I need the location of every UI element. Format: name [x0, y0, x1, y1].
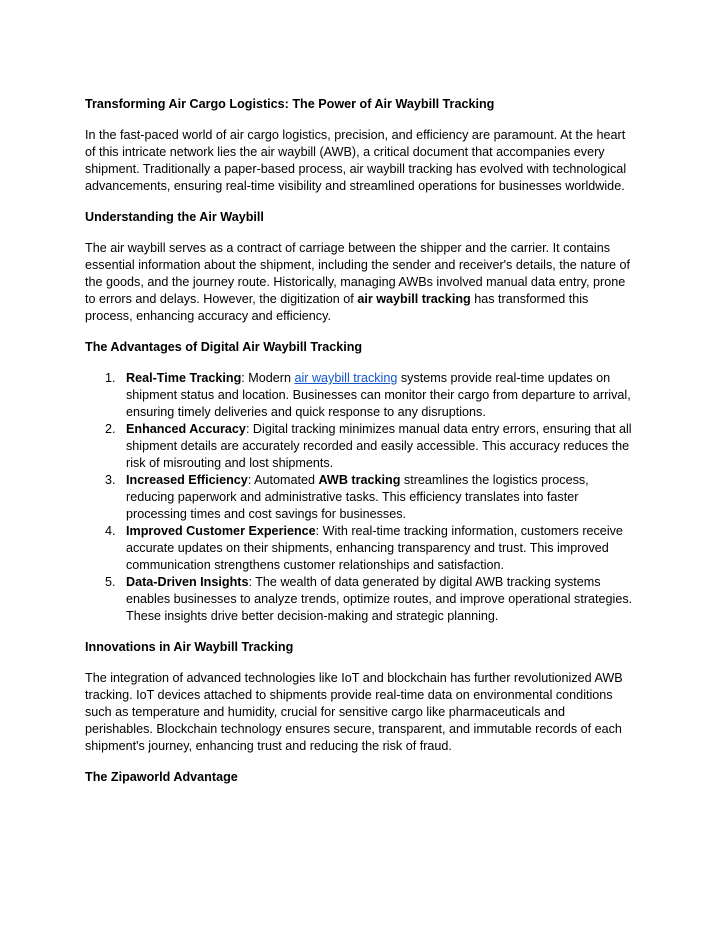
- section-heading-zipaworld: The Zipaworld Advantage: [85, 770, 238, 784]
- list-item-text: : Automated: [247, 473, 319, 487]
- understanding-paragraph: [85, 240, 633, 325]
- understanding-text-after: has transformed this process, enhancing accuracy and efficiency.: [85, 292, 589, 323]
- list-item-text: systems provide real-time updates on shipment status and location. Businesses can monitor their cargo from departure to arrival, ensuring timely deliveries and quick response to any disruptions.: [126, 371, 631, 419]
- intro-paragraph: In the fast-paced world of air cargo logistics, precision, and efficiency are paramount. At the heart of this intricate network lies the air waybill (AWB), a critical document that accompanies every shipment. Traditionally a paper-based process, air waybill tracking has evolved with technological advancements, ensuring real-time visibility and streamlined operations for businesses worldwide.: [85, 128, 627, 193]
- section-heading-advantages: The Advantages of Digital Air Waybill Tracking: [85, 340, 363, 354]
- list-item-number: 1.: [105, 371, 116, 385]
- document-title: Transforming Air Cargo Logistics: The Power of Air Waybill Tracking: [85, 97, 495, 111]
- understanding-text-before: The air waybill serves as a contract of carriage between the shipper and the carrier. It contains essential information about the shipment, including the sender and receiver's details, the nature of the goods, and the journey route. Historically, managing AWBs involved manual data entry, prone to errors and delays. However, the digitization of: [85, 241, 630, 306]
- list-item-text: : With real-time tracking information, customers receive accurate updates on their shipments, enhancing transparency and trust. This improved communication strengthens customer relationships and satisfaction.: [126, 524, 623, 572]
- list-item-title: Increased Efficiency: [126, 473, 248, 487]
- list-item-text: : The wealth of data generated by digital AWB tracking systems enables businesses to analyze trends, optimize routes, and improve operational strategies. These insights drive better decision-making and strategic planning.: [126, 575, 633, 623]
- list-item-text: : Modern: [241, 371, 295, 385]
- document-page: [85, 96, 633, 786]
- section-heading-innovations: Innovations in Air Waybill Tracking: [85, 640, 294, 654]
- list-item-text: streamlines the logistics process, reducing paperwork and administrative tasks. This efficiency translates into faster processing times and cost savings for businesses.: [126, 473, 589, 521]
- section-heading-understanding: Understanding the Air Waybill: [85, 210, 264, 224]
- innovations-paragraph: The integration of advanced technologies like IoT and blockchain has further revolutionized AWB tracking. IoT devices attached to shipments provide real-time data on environmental conditions such as temperature and humidity, crucial for sensitive cargo like pharmaceuticals and perishables. Blockchain technology ensures secure, transparent, and immutable records of each shipment's journey, enhancing trust and reducing the risk of fraud.: [85, 671, 623, 753]
- list-item-text: : Digital tracking minimizes manual data entry errors, ensuring that all shipment details are accurately recorded and easily accessible. This accuracy reduces the risk of misrouting and lost shipments.: [126, 422, 632, 470]
- advantages-list: [85, 370, 633, 625]
- list-item-number: 3.: [105, 473, 116, 487]
- list-item: [85, 370, 633, 421]
- list-item-title: Enhanced Accuracy: [126, 422, 246, 436]
- understanding-bold-phrase: air waybill tracking: [357, 292, 471, 306]
- list-item-bold-phrase: AWB tracking: [318, 473, 401, 487]
- list-item: [85, 574, 633, 625]
- list-item-title: Real-Time Tracking: [126, 371, 242, 385]
- list-item: [85, 472, 633, 523]
- list-item-number: 4.: [105, 524, 116, 538]
- list-item-number: 5.: [105, 575, 116, 589]
- list-item-title: Data-Driven Insights: [126, 575, 249, 589]
- list-item-number: 2.: [105, 422, 116, 436]
- list-item-title: Improved Customer Experience: [126, 524, 316, 538]
- list-item: [85, 421, 633, 472]
- list-item: [85, 523, 633, 574]
- air-waybill-tracking-link[interactable]: air waybill tracking: [294, 371, 398, 385]
